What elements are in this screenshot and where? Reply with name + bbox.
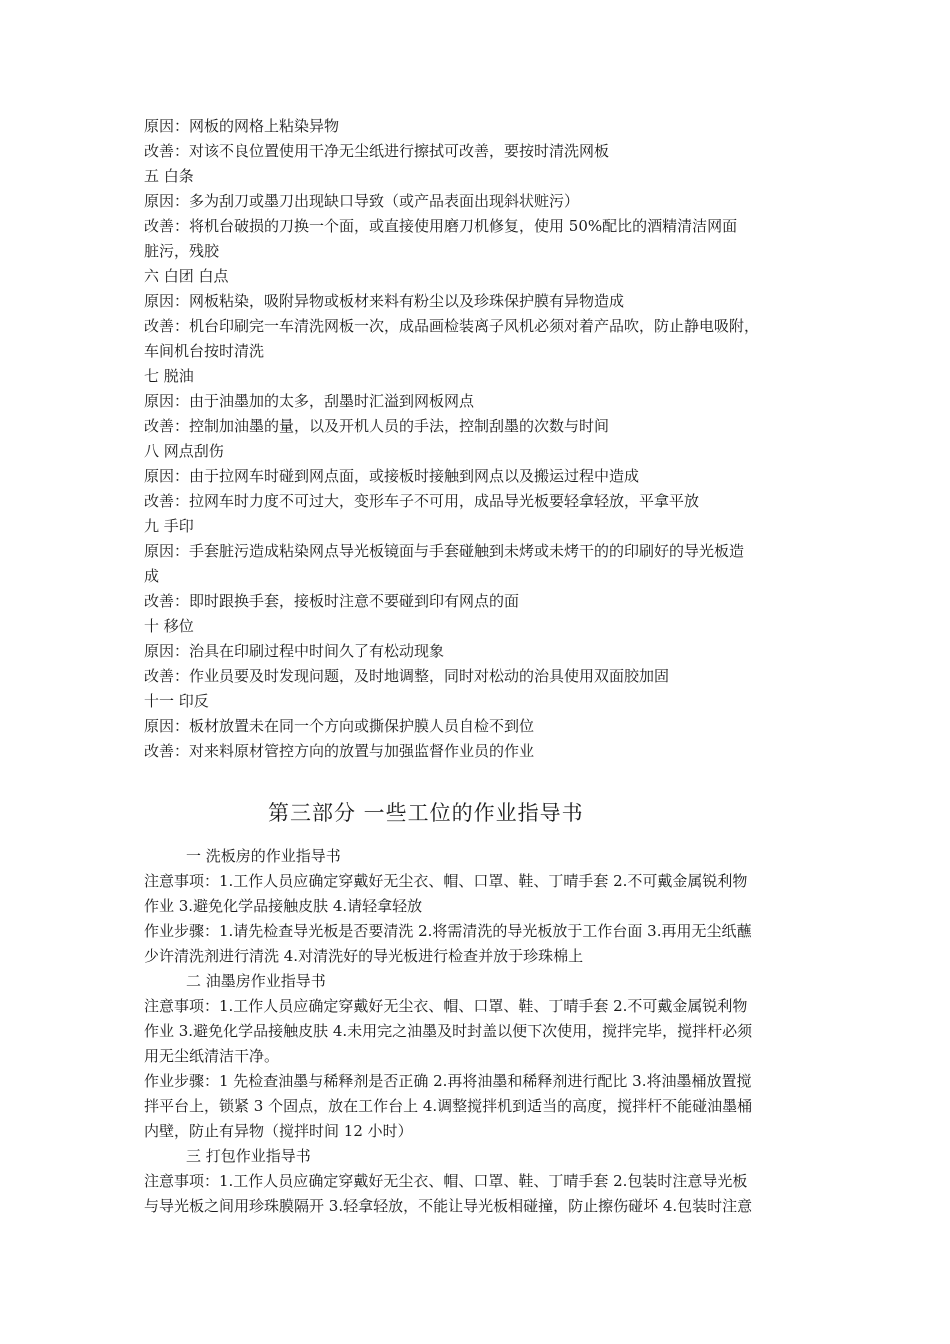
instruction-heading: 三 打包作业指导书 [186,1147,311,1165]
text-line: 作业步骤：1.请先检查导光板是否要清洗 2.将需清洗的导光板放于工作台面 3.再用无尘纸蘸 [144,922,752,940]
defect-heading: 七 脱油 [144,367,194,385]
text-line: 原因：治具在印刷过程中时间久了有松动现象 [144,642,445,660]
section-title: 第三部分 一些工位的作业指导书 [268,801,584,825]
document-page [144,114,809,1219]
defect-heading: 九 手印 [144,517,194,535]
defect-heading: 十一 印反 [144,692,209,710]
instruction-section-1 [144,844,809,969]
text-line: 原因：网板粘染，吸附异物或板材来料有粉尘以及珍珠保护膜有异物造成 [144,292,625,310]
defect-heading: 五 白条 [144,167,194,185]
text-line: 作业步骤：1 先检查油墨与稀释剂是否正确 2.再将油墨和稀释剂进行配比 3.将油墨桶放置搅 [144,1072,752,1090]
defect-heading: 十 移位 [144,617,194,635]
text-line: 原因：网板的网格上粘染异物 [144,117,340,135]
text-line: 注意事项：1.工作人员应确定穿戴好无尘衣、帽、口罩、鞋、丁晴手套 2.包装时注意导光板 [144,1172,748,1190]
text-line: 拌平台上，锁紧 3 个固点，放在工作台上 4.调整搅拌机到适当的高度，搅拌杆不能碰油墨桶 [144,1097,753,1115]
text-line: 原因：多为刮刀或墨刀出现缺口导致（或产品表面出现斜状赃污） [144,192,580,210]
text-line: 原因：由于油墨加的太多，刮墨时汇溢到网板网点 [144,392,475,410]
text-line: 注意事项：1.工作人员应确定穿戴好无尘衣、帽、口罩、鞋、丁晴手套 2.不可戴金属锐利物 [144,997,748,1015]
instruction-heading: 二 油墨房作业指导书 [186,972,326,990]
text-line: 作业 3.避免化学品接触皮肤 4.未用完之油墨及时封盖以便下次使用，搅拌完毕，搅拌杆必须 [144,1022,753,1040]
text-line: 脏污，残胶 [144,242,220,260]
text-line: 用无尘纸清洁干净。 [144,1047,280,1065]
defect-heading: 六 白团 白点 [144,267,229,285]
text-line: 改善：将机台破损的刀换一个面，或直接使用磨刀机修复，使用 50%配比的酒精清洁网面 [144,217,738,235]
text-line: 改善：机台印刷完一车清洗网板一次，成品画检装离子风机必须对着产品吹，防止静电吸附， [144,317,760,335]
text-line: 与导光板之间用珍珠膜隔开 3.轻拿轻放，不能让导光板相碰撞，防止擦伤碰坏 4.包装时注意 [144,1197,753,1215]
text-line: 内壁，防止有异物（搅拌时间 12 小时） [144,1122,413,1140]
instruction-heading: 一 洗板房的作业指导书 [186,847,341,865]
defects-section [144,114,809,764]
text-line: 改善：对该不良位置使用干净无尘纸进行擦拭可改善，要按时清洗网板 [144,142,610,160]
text-line: 改善：控制加油墨的量，以及开机人员的手法，控制刮墨的次数与时间 [144,417,610,435]
text-line: 原因：板材放置未在同一个方向或撕保护膜人员自检不到位 [144,717,535,735]
text-line: 少许清洗剂进行清洗 4.对清洗好的导光板进行检查并放于珍珠棉上 [144,947,584,965]
instruction-section-3 [144,1144,809,1219]
defect-heading: 八 网点刮伤 [144,442,224,460]
text-line: 改善：拉网车时力度不可过大，变形车子不可用，成品导光板要轻拿轻放，平拿平放 [144,492,700,510]
text-line: 原因：由于拉网车时碰到网点面，或接板时接触到网点以及搬运过程中造成 [144,467,640,485]
instruction-section-2 [144,969,809,1144]
text-line: 车间机台按时清洗 [144,342,265,360]
text-line: 注意事项：1.工作人员应确定穿戴好无尘衣、帽、口罩、鞋、丁晴手套 2.不可戴金属锐利物 [144,872,748,890]
text-line: 作业 3.避免化学品接触皮肤 4.请轻拿轻放 [144,897,423,915]
text-line: 改善：作业员要及时发现问题，及时地调整，同时对松动的治具使用双面胶加固 [144,667,670,685]
text-line: 改善：对来料原材管控方向的放置与加强监督作业员的作业 [144,742,535,760]
text-line: 成 [144,567,160,585]
text-line: 原因：手套脏污造成粘染网点导光板镜面与手套碰触到未烤或未烤干的的印刷好的导光板造 [144,542,745,560]
text-line: 改善：即时跟换手套，接板时注意不要碰到印有网点的面 [144,592,520,610]
